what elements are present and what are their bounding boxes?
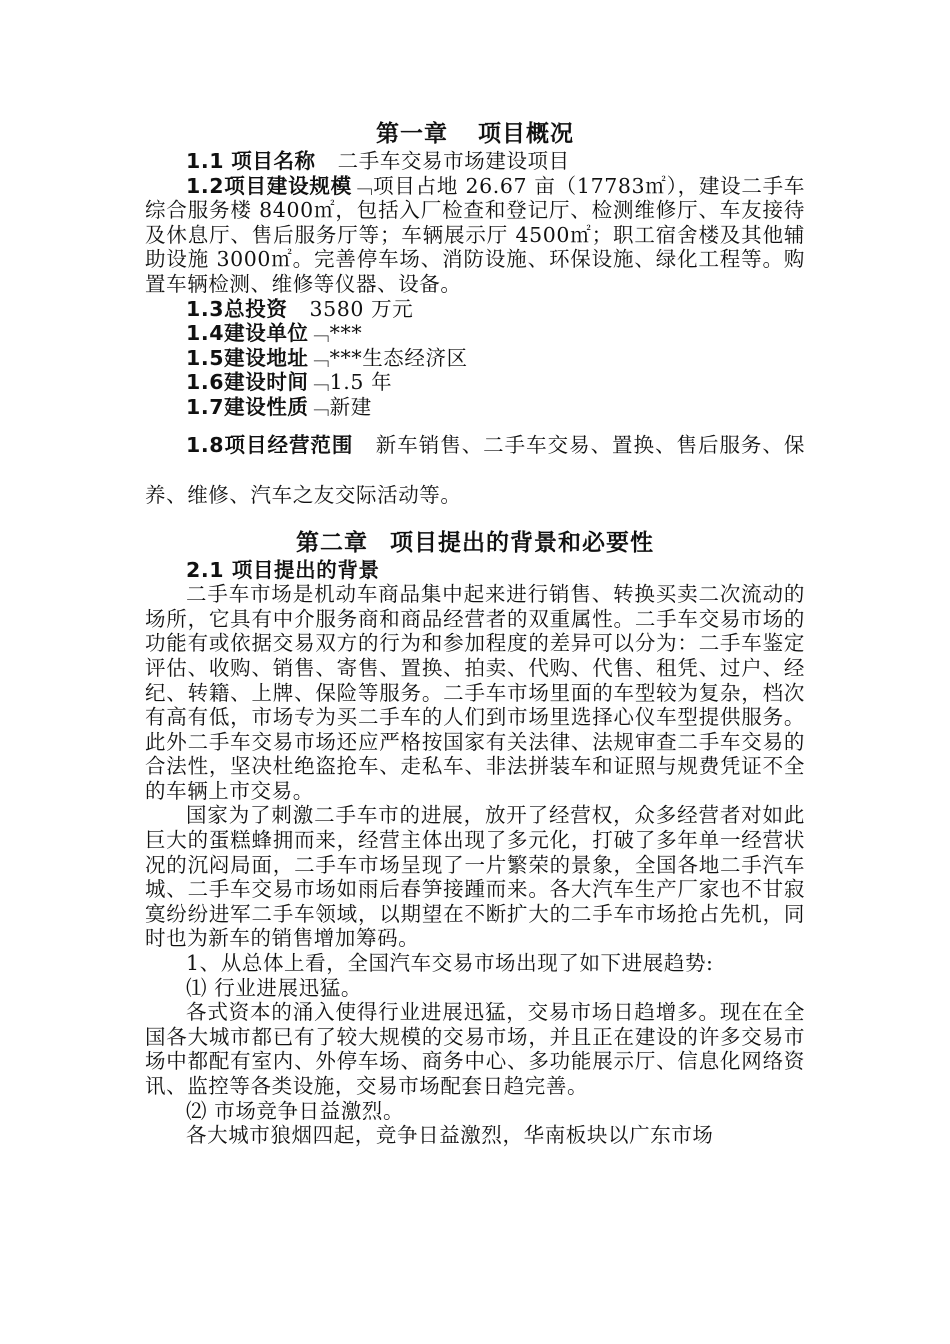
item-value: 1.5 年 [329,370,393,395]
item-label: 项目经营范围 [224,432,354,457]
item-label: 总投资 [224,296,288,321]
item-value: 项目占地 26.67 亩（17783㎡），建设二手车综合服务楼 8400㎡，包括入厂检查和登记厅、检测维修厅、车友接待及休息厅、售后服务厅等；车辆展示厅 4500㎡；职工宿舍楼及其他辅助设施 3000㎡。完善停车场、消防设施、环保设施、绿化工程等。购置车辆检测、维修等仪器、设备。 [145,173,805,296]
item-value: 新车销售、二手车交易、置换、售后服务、保养、维修、汽车之友交际活动等。 [145,432,805,507]
item-value: 3580 万元 [309,296,414,321]
item-1-4: 1.4建设单位﹁*** [186,321,363,346]
chapter1-title [145,121,805,147]
item-1-2: 1.2项目建设规模﹁项目占地 26.67 亩（17783㎡），建设二手车综合服务楼 8400㎡，包括入厂检查和登记厅、检测维修厅、车友接待及休息厅、售后服务厅等；车辆展示厅 4500㎡；职工宿舍楼及其他辅助设施 3000㎡。完善停车场、消防设施、环保设施、绿化工程等。购置车辆检测、维修等仪器、设备。 [145,173,805,296]
paragraph-5: 各大城市狼烟四起，竞争日益激烈，华南板块以广东市场 [186,1123,714,1148]
item-value: 新建 [329,394,372,419]
item-1-6: 1.6建设时间﹁1.5 年 [186,370,393,395]
chapter2-title [145,530,805,556]
chapter2-heading: 项目提出的背景和必要性 [390,529,654,556]
paragraph-4: 各式资本的涌入使得行业进展迅猛，交易市场日趋增多。现在在全国各大城市都已有了较大规模的交易市场，并且正在建设的许多交易市场中都配有室内、外停车场、商务中心、多功能展示厅、信息化网络资讯、监控等各类设施，交易市场配套日趋完善。 [145,1000,805,1098]
list-item-2: ⑵ 市场竞争日益激烈。 [186,1098,405,1123]
chapter1-heading: 项目概况 [478,121,574,147]
item-1-5: 1.5建设地址﹁***生态经济区 [186,345,468,370]
document-body [145,121,805,1148]
item-1-3: 1.3总投资 3580 万元 [186,296,414,321]
chapter2-number: 第二章 [296,529,368,556]
item-label: 项目名称 [231,149,316,173]
paragraph-2: 国家为了刺激二手车市的进展，放开了经营权，众多经营者对如此巨大的蛋糕蜂拥而来，经营主体出现了多元化，打破了多年单一经营状况的沉闷局面，二手车市场呈现了一片繁荣的景象，全国各地二手汽车城、二手车交易市场如雨后春笋接踵而来。各大汽车生产厂家也不甘寂寞纷纷进军二手车领域，以期望在不断扩大的二手车市场抢占先机，同时也为新车的销售增加筹码。 [145,803,805,951]
item-label: 建设单位 [224,321,309,346]
item-value: ***生态经济区 [329,345,468,370]
paragraph-3: 1、从总体上看，全国汽车交易市场出现了如下进展趋势: [186,951,714,976]
item-label: 项目建设规模 [224,173,352,198]
chapter1-number: 第一章 [376,121,448,147]
item-1-1: 1.1 项目名称 二手车交易市场建设项目 [186,149,570,173]
paragraph-1: 二手车市场是机动车商品集中起来进行销售、转换买卖二次流动的场所，它具有中介服务商和商品经营者的双重属性。二手车交易市场的功能有或依据交易双方的行为和参加程度的差异可以分为：二手车鉴定评估、收购、销售、寄售、置换、拍卖、代购、代售、租凭、过户、经纪、转籍、上牌、保险等服务。二手车市场里面的车型较为复杂，档次有高有低，市场专为买二手车的人们到市场里选择心仪车型提供服务。此外二手车交易市场还应严格按国家有关法律、法规审查二手车交易的合法性，坚决杜绝盗抢车、走私车、非法拼装车和证照与规费凭证不全的车辆上市交易。 [145,582,805,803]
item-1-7: 1.7建设性质﹁新建 [186,394,372,419]
item-value: *** [329,321,363,346]
list-item-1: ⑴ 行业进展迅猛。 [186,975,362,1000]
item-label: 建设地址 [224,345,309,370]
item-label: 建设时间 [224,370,309,395]
item-1-8: 1.8项目经营范围 新车销售、二手车交易、置换、售后服务、保养、维修、汽车之友交际活动等。 [145,432,805,507]
section-2-1-heading: 2.1 项目提出的背景 [186,557,380,582]
item-label: 建设性质 [224,394,309,419]
item-value: 二手车交易市场建设项目 [337,149,570,173]
